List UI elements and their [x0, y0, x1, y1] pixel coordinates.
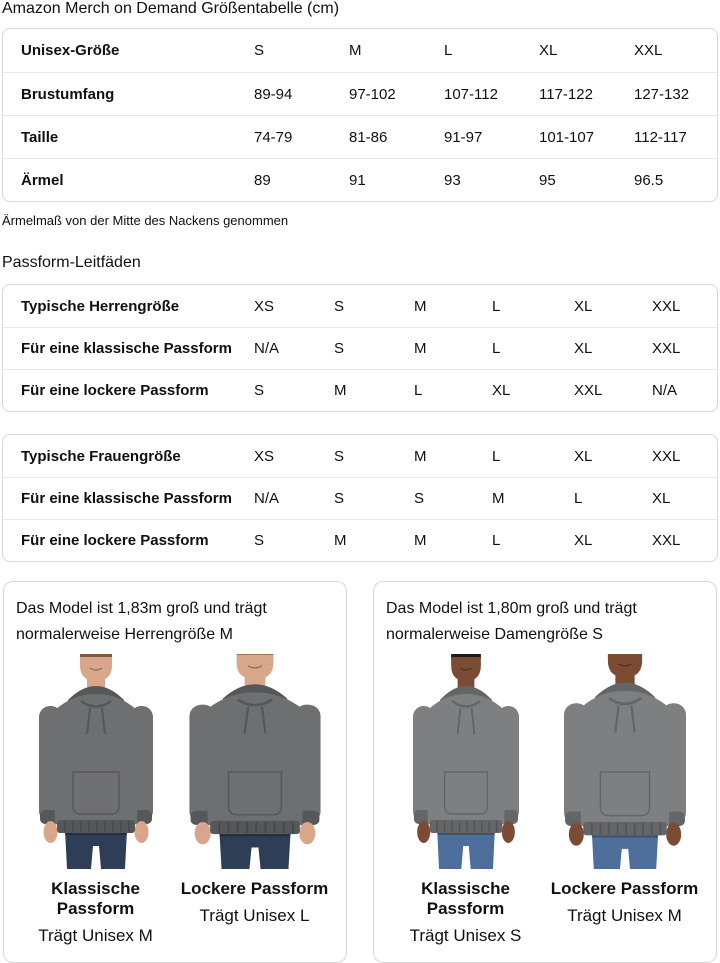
model-cards [2, 581, 718, 963]
cell-value: N/A [254, 490, 280, 507]
cell-value: S [414, 490, 425, 507]
cell-value: 89-94 [254, 85, 293, 103]
hoodie-model-illustration [550, 654, 700, 869]
photo-classic-fit [386, 654, 545, 946]
row-label: Taille [21, 128, 59, 146]
row-label: Für eine lockere Passform [21, 532, 209, 549]
size-caption: Trägt Unisex M [567, 906, 682, 925]
table-row [3, 435, 717, 477]
photo-loose-fit [175, 654, 334, 946]
cell-value: M [334, 382, 347, 399]
cell-value: 112-117 [634, 128, 687, 146]
card-description: Das Model ist 1,83m groß und trägt normalerweise Herrengröße M [16, 600, 267, 643]
cell-value: M [492, 490, 505, 507]
size-col-header: XXL [634, 42, 663, 59]
model-card-womens [373, 581, 717, 963]
cell-value: XL [652, 490, 671, 507]
cell-value: M [334, 532, 347, 549]
fit-caption: Klassische Passform [51, 879, 140, 918]
fit-caption: Klassische Passform [421, 879, 510, 918]
row-label: Für eine klassische Passform [21, 490, 232, 507]
cell-value: XL [492, 382, 511, 399]
size-col-header: S [254, 42, 265, 59]
cell-value: L [574, 490, 583, 507]
model-card-mens [3, 581, 347, 963]
cell-value: M [414, 340, 427, 357]
cell-value: XS [254, 297, 275, 315]
cell-value: M [414, 447, 427, 465]
cell-value: XXL [652, 340, 681, 357]
page-title: Amazon Merch on Demand Größentabelle (cm) [2, 0, 340, 17]
cell-value: XS [254, 447, 275, 465]
size-caption: Trägt Unisex S [409, 926, 522, 945]
cell-value: XL [574, 340, 593, 357]
cell-value: 101-107 [539, 128, 595, 146]
table-row [3, 519, 717, 561]
cell-value: XXL [574, 382, 603, 399]
cell-value: S [254, 532, 265, 549]
size-caption: Trägt Unisex L [199, 906, 310, 925]
cell-value: M [414, 532, 427, 549]
table-row [3, 72, 717, 115]
cell-value: 91-97 [444, 128, 483, 146]
size-col-header: L [444, 42, 453, 59]
photo-classic-fit [16, 654, 175, 946]
card-description: Das Model ist 1,80m groß und trägt normalerweise Damengröße S [386, 600, 637, 643]
fit-table-mens [2, 284, 718, 412]
table-row [3, 369, 717, 411]
cell-value: 89 [254, 171, 271, 189]
cell-value: L [492, 340, 501, 357]
cell-value: S [334, 447, 345, 465]
fit-caption: Lockere Passform [550, 879, 699, 898]
cell-value: 91 [349, 171, 366, 189]
row-label: Brustumfang [21, 85, 115, 103]
cell-value: L [414, 382, 423, 399]
cell-value: XL [574, 447, 593, 465]
cell-value: S [334, 340, 345, 357]
sleeve-measure-note: Ärmelmaß von der Mitte des Nackens genommen [2, 213, 289, 228]
row-label: Für eine klassische Passform [21, 340, 232, 357]
cell-value: L [492, 297, 501, 315]
cell-value: XL [574, 532, 593, 549]
cell-value: N/A [652, 382, 678, 399]
size-caption: Trägt Unisex M [38, 926, 153, 945]
cell-value: 96.5 [634, 171, 664, 189]
photo-loose-fit [545, 654, 704, 946]
table-row [3, 115, 717, 158]
table-row [3, 285, 717, 327]
cell-value: L [492, 447, 501, 465]
cell-value: L [492, 532, 501, 549]
hoodie-model-illustration [391, 654, 541, 869]
cell-value: S [254, 382, 265, 399]
fit-guides-heading: Passform-Leitfäden [2, 254, 141, 271]
cell-value: 95 [539, 171, 556, 189]
size-table [2, 28, 718, 202]
fit-caption: Lockere Passform [180, 879, 329, 898]
cell-value: 117-122 [539, 85, 593, 103]
cell-value: 93 [444, 171, 461, 189]
row-label: Typische Frauengröße [21, 447, 181, 465]
cell-value: 74-79 [254, 128, 293, 146]
hoodie-model-illustration [180, 654, 330, 869]
cell-value: XXL [652, 297, 681, 315]
cell-value: S [334, 490, 345, 507]
size-col-header: M [349, 42, 362, 59]
cell-value: XXL [652, 532, 681, 549]
cell-value: XXL [652, 447, 681, 465]
row-label: Für eine lockere Passform [21, 382, 209, 399]
row-label: Unisex-Größe [21, 42, 120, 59]
photo-pair [16, 654, 334, 946]
cell-value: 81-86 [349, 128, 388, 146]
row-label: Typische Herrengröße [21, 297, 180, 315]
size-col-header: XL [539, 42, 558, 59]
cell-value: N/A [254, 340, 280, 357]
photo-pair [386, 654, 704, 946]
cell-value: 107-112 [444, 85, 498, 103]
hoodie-model-illustration [21, 654, 171, 869]
table-row [3, 29, 717, 72]
row-label: Ärmel [21, 171, 64, 189]
cell-value: 127-132 [634, 85, 690, 103]
table-row [3, 477, 717, 519]
table-row [3, 158, 717, 201]
cell-value: XL [574, 297, 593, 315]
cell-value: M [414, 297, 427, 315]
cell-value: S [334, 297, 345, 315]
fit-table-womens [2, 434, 718, 562]
cell-value: 97-102 [349, 85, 396, 103]
table-row [3, 327, 717, 369]
